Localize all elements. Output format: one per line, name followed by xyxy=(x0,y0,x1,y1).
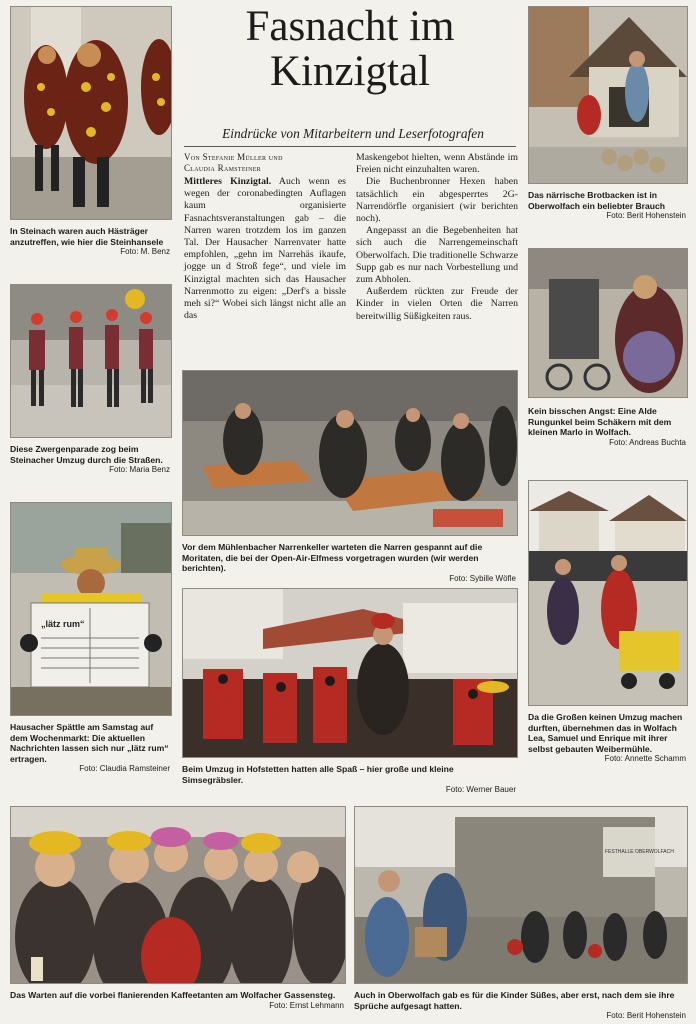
photo-kaffeetanten xyxy=(10,806,346,984)
photo-rungunkel xyxy=(528,248,688,398)
caption-text: Hausacher Spättle am Samstag auf dem Wochenmarkt: Die aktuellen Nachrichten lassen sich nur „lätz rum“ ertragen. xyxy=(10,722,169,764)
caption-steinhansele xyxy=(10,226,170,258)
photo-credit: Foto: Annette Schamm xyxy=(604,754,686,764)
photo-credit: Foto: Werner Bauer xyxy=(445,785,516,795)
photo-credit: Foto: Sybille Wöfle xyxy=(449,573,516,583)
dateline: Mittleres Kinzigtal. xyxy=(184,176,272,187)
newspaper-headline: „lätz rum“ xyxy=(41,619,85,629)
caption-kaffeetanten xyxy=(10,990,344,1011)
festhalle-sign: FESTHALLE OBERWOLFACH xyxy=(605,849,674,855)
column-2-paragraph-1: Maskengebot hielten, wenn Abstände im Freien nicht einzuhalten waren. xyxy=(356,152,518,176)
photo-weibermuehle xyxy=(528,480,688,706)
caption-text: Kein bisschen Angst: Eine Alde Rungunkel beim Schäkern mit dem kleinen Marlo in Wolfach. xyxy=(528,406,672,438)
photo-credit: Foto: Claudia Ramsteiner xyxy=(79,764,170,774)
article-column-1 xyxy=(184,176,346,322)
caption-text: Da die Großen keinen Umzug machen durften, übernehmen das in Wolfach Lea, Samuel und Enrique mit ihrer selbst gebauten Weibermühle. xyxy=(528,712,683,754)
column-1-text: Auch wenn es wegen der coronabedingten Auflagen kaum organisierte Fasnachtsveranstaltungen gab – die Narren waren trotzdem los im ganzen Tal. Der Hausacher Narrenvater hatte empfohlen, „gehn im Narrehäs ikaufe, jogge un d Stroß fege“, und viele im Kinzigtal machten sich das Hausacher Narrenmotto zu eigen: „Derf's a bissle meh si?“ Wobei sich längst nicht alle an das xyxy=(184,176,346,322)
caption-rungunkel xyxy=(528,406,686,448)
caption-text: In Steinach waren auch Hästräger anzutreffen, wie hier die Steinhansele xyxy=(10,226,164,247)
caption-weibermuehle xyxy=(528,712,686,765)
caption-text: Das närrische Brotbacken ist in Oberwolfach ein beliebter Brauch xyxy=(528,190,666,211)
article-title xyxy=(180,4,520,94)
photo-credit: Foto: Maria Benz xyxy=(109,465,170,475)
caption-narrenkeller xyxy=(182,542,516,584)
article-subtitle: Eindrücke von Mitarbeitern und Leserfotografen xyxy=(222,126,484,141)
photo-credit: Foto: M. Benz xyxy=(120,247,170,257)
photo-credit: Foto: Berit Hohenstein xyxy=(606,1011,686,1021)
photo-steinhansele xyxy=(10,6,172,220)
byline-line-1: Von Stefanie Müller und xyxy=(184,152,283,162)
photo-spaettle xyxy=(10,502,172,716)
photo-credit: Foto: Berit Hohenstein xyxy=(606,211,686,221)
caption-spaettle xyxy=(10,722,170,775)
caption-text: Vor dem Mühlenbacher Narrenkeller warteten die Narren gespannt auf die Moritaten, die bei der Open-Air-Elfmess vorgetragen wurden (wir werden berichten). xyxy=(182,542,483,574)
title-line-1: Fasnacht im xyxy=(245,3,455,50)
caption-text: Beim Umzug in Hofstetten hatten alle Spaß – hier große und kleine Simsegräbsler. xyxy=(182,764,454,785)
byline-line-2: Claudia Ramsteiner xyxy=(184,163,261,173)
column-2-paragraph-2: Die Buchenbronner Hexen haben tatsächlich ein abgesperrtes 2G-Narrendörfle organisiert (wir berichten noch). xyxy=(356,176,518,225)
caption-hofstetten xyxy=(182,764,516,796)
photo-brotbacken xyxy=(528,6,688,184)
photo-narrenkeller xyxy=(182,370,518,536)
caption-zwergenparade xyxy=(10,444,170,476)
caption-oberwolfach-suesses xyxy=(354,990,686,1022)
caption-text: Auch in Oberwolfach gab es für die Kinder Süßes, aber erst, nach dem sie ihre Sprüche aufgesagt hatten. xyxy=(354,990,675,1011)
photo-oberwolfach-suesses xyxy=(354,806,688,984)
column-2-paragraph-4: Außerdem rückten zur Freude der Kinder in vielen Orten die Narren bereitwillig Süßigkeiten raus. xyxy=(356,286,518,322)
title-line-2: Kinzigtal xyxy=(269,48,430,95)
photo-zwergenparade xyxy=(10,284,172,438)
caption-text: Das Warten auf die vorbei flanierenden Kaffeetanten am Wolfacher Gassensteg. xyxy=(10,990,336,1000)
photo-hofstetten xyxy=(182,588,518,758)
caption-brotbacken xyxy=(528,190,686,222)
title-rule xyxy=(184,146,516,147)
byline xyxy=(184,152,348,174)
photo-credit: Foto: Ernst Lehmann xyxy=(269,1000,344,1010)
article-column-2 xyxy=(356,152,518,323)
column-2-paragraph-3: Angepasst an die Begebenheiten hat sich auch die Narrengemeinschaft Oberwolfach. Die traditionelle Schwarze Supp gab es nur nach Vorbestellung und zum Abholen. xyxy=(356,225,518,286)
photo-credit: Foto: Andreas Buchta xyxy=(609,437,686,447)
caption-text: Diese Zwergenparade zog beim Steinacher Umzug durch die Straßen. xyxy=(10,444,163,465)
